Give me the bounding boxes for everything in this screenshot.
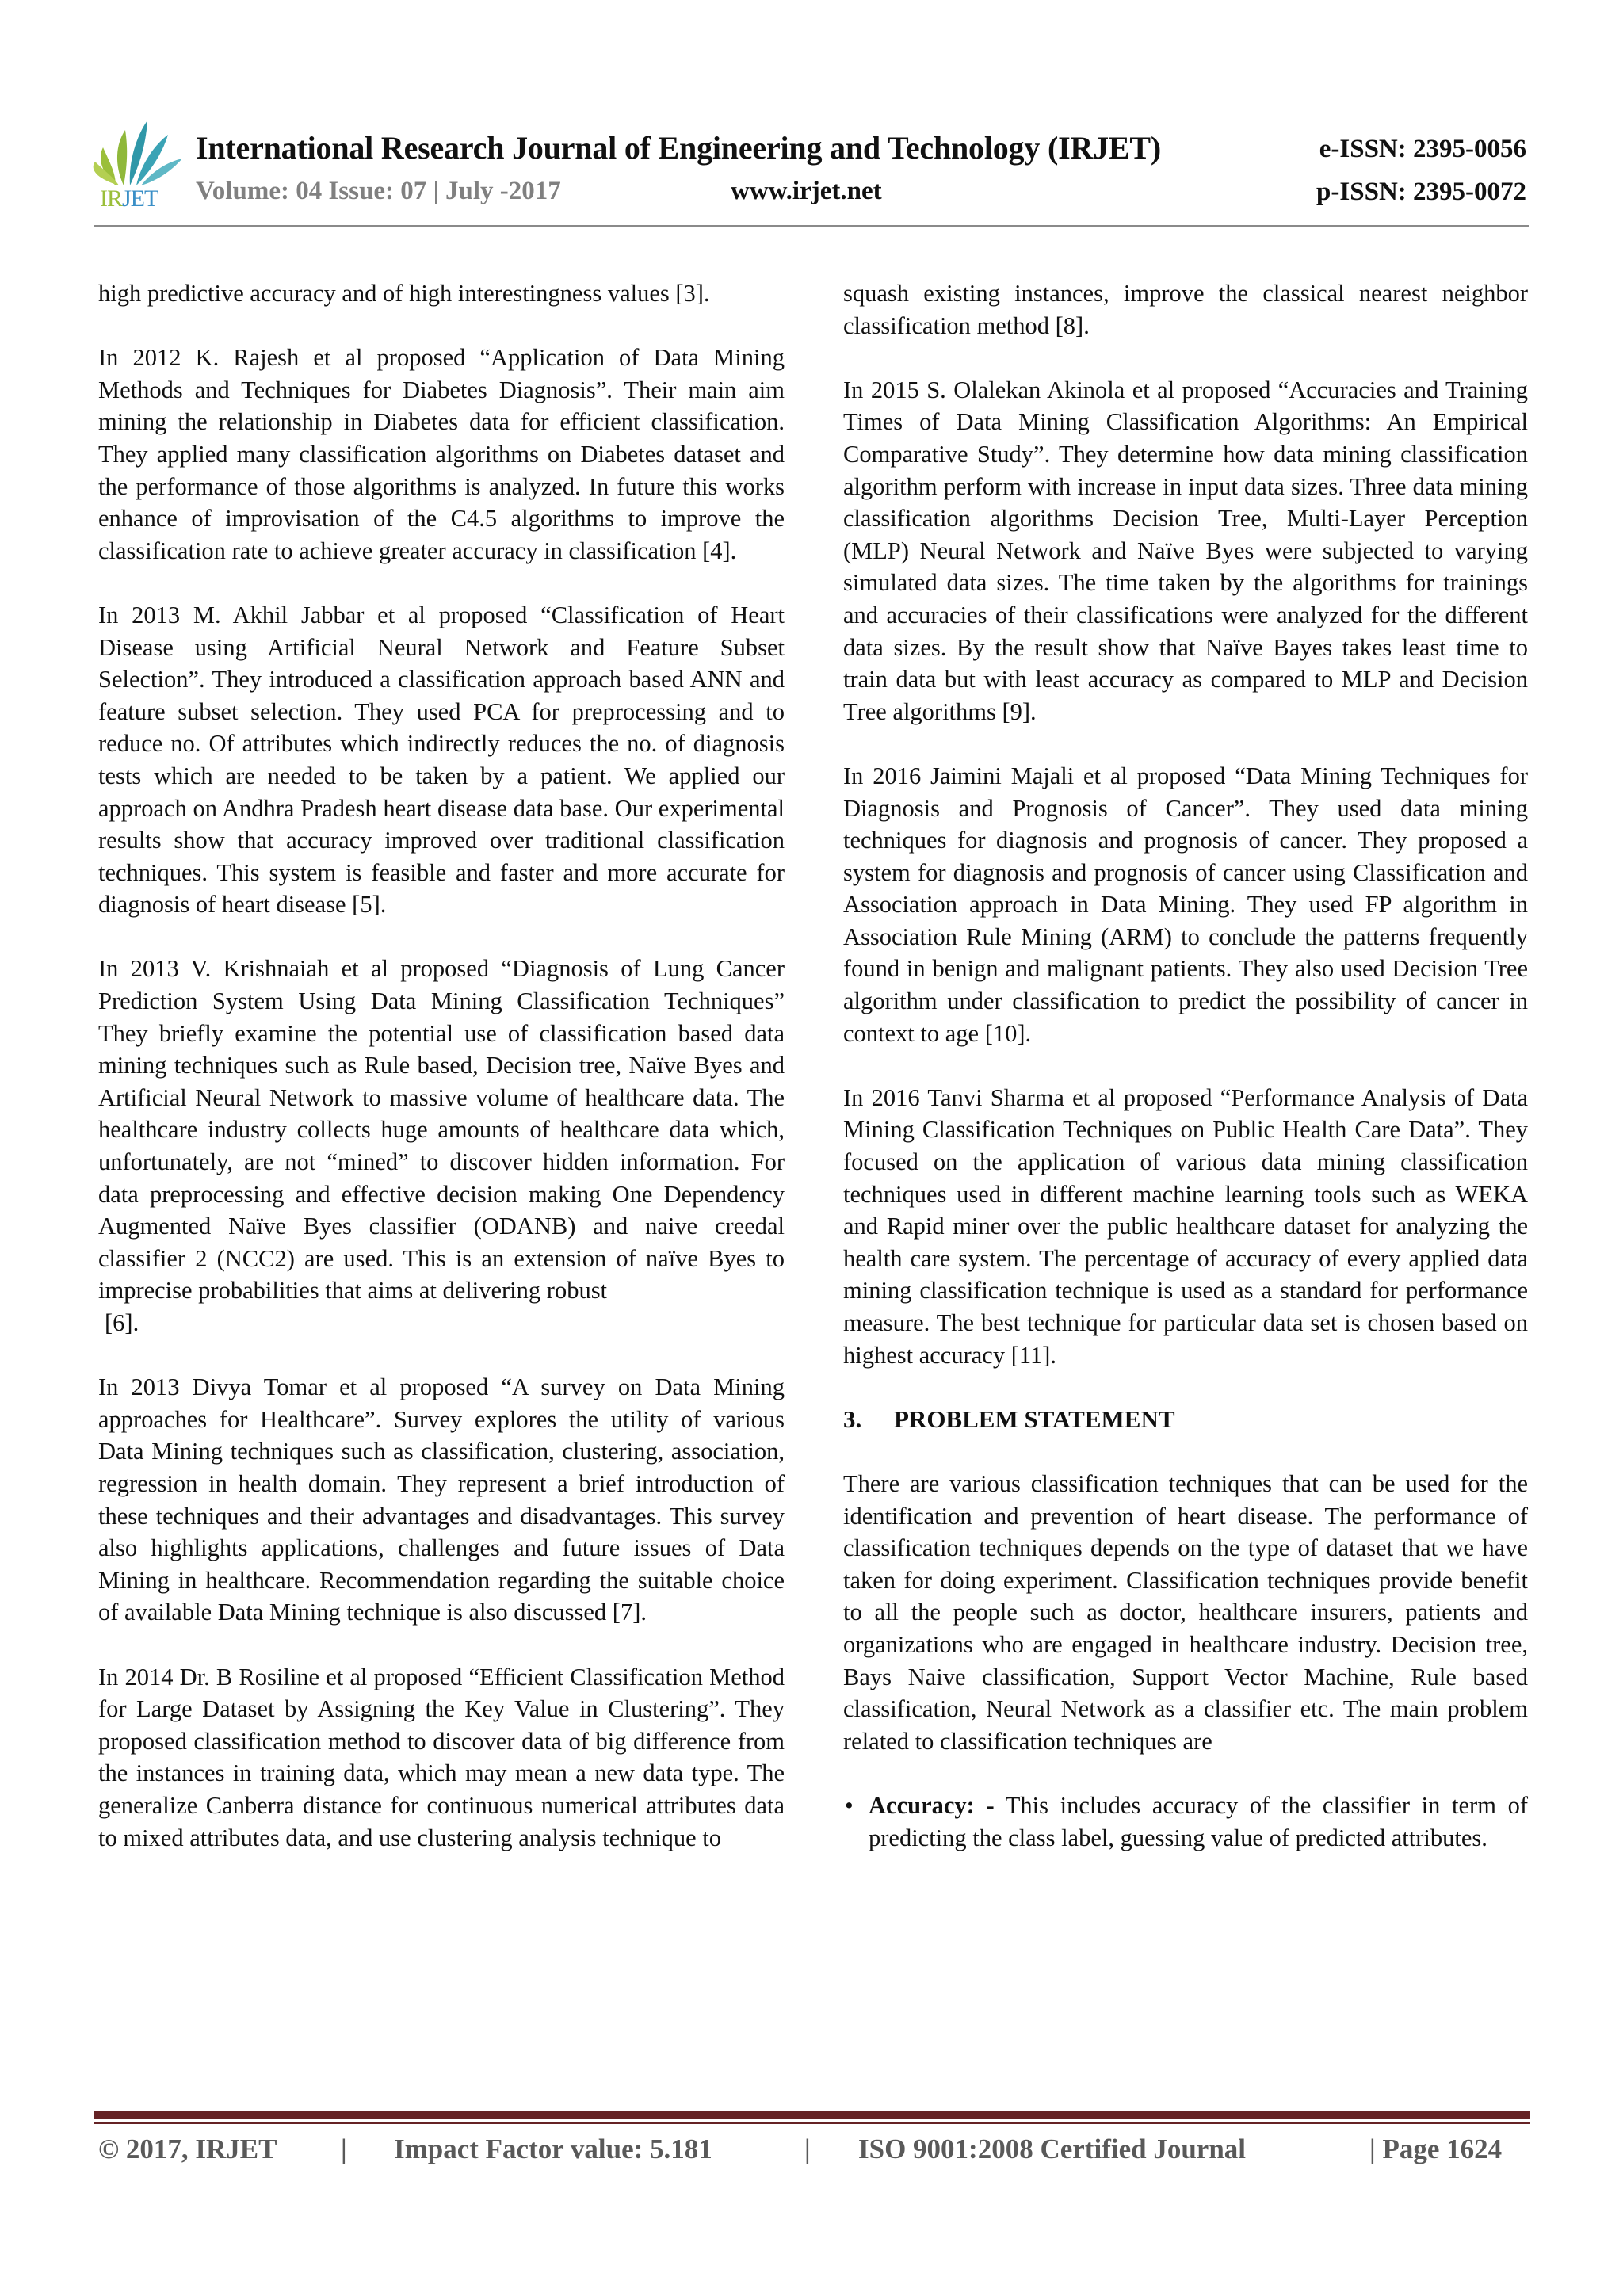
paragraph (98, 953, 785, 1339)
list-item (843, 1790, 1528, 1854)
paragraph: In 2013 Divya Tomar et al proposed “A survey on Data Mining approaches for Healthcare”. Survey explores the utility of various Data Mining techniques such as classification, clustering, association, regression in health domain. They represent a brief introduction of these techniques and their advantages and disadvantages. This survey also highlights applications, challenges and future issues of Data Mining in healthcare. Recommendation regarding the suitable choice of available Data Mining technique is also discussed [7]. (98, 1373, 785, 1626)
paragraph: In 2013 M. Akhil Jabbar et al proposed “Classification of Heart Disease using Artificial Neural Network and Feature Subset Selection”. They introduced a classification approach based ANN and feature subset selection. They used PCA for preprocessing and to reduce no. Of attributes which indirectly reduces the no. of diagnosis tests which are needed to be taken by a patient. We applied our approach on Andhra Pradesh heart disease data base. Our experimental results show that accuracy improved over traditional classification techniques. This system is feasible and faster and more accurate for diagnosis of heart disease [5]. (98, 601, 785, 919)
iso-certification: ISO 9001:2008 Certified Journal (858, 2134, 1247, 2164)
leaf-fan-icon (92, 116, 187, 189)
left-column (98, 277, 785, 1886)
paragraph: In 2015 S. Olalekan Akinola et al proposed “Accuracies and Training Times of Data Mining Classification Algorithms: An Empirical Comparative Study”. They determine how data mining classification algorithm perform with increase in input data sizes. Three data mining classification algorithms Decision Tree, Multi-Layer Perception (MLP) Neural Network and Naïve Byes were subjected to varying simulated data sizes. The time taken by the algorithms for trainings and accuracies of their classifications were analyzed for the different data sizes. By the result show that Naïve Bayes takes least time to train data but with least accuracy as compared to MLP and Decision Tree algorithms [9]. (843, 376, 1528, 725)
bullet-term: Accuracy: - (869, 1791, 995, 1819)
paragraph: In 2016 Jaimini Majali et al proposed “Data Mining Techniques for Diagnosis and Prognosis of Cancer”. They used data mining techniques for diagnosis and prognosis of cancer. They proposed a system for diagnosis and prognosis of cancer using Classification and Association approach in Data Mining. They used FP algorithm in Association Rule Mining (ARM) to conclude the patterns frequently found in benign and malignant patients. They also used Decision Tree algorithm under classification to predict the possibility of cancer in context to age [10]. (843, 762, 1528, 1047)
page-footer (0, 2134, 1623, 2173)
journal-website-link[interactable]: www.irjet.net (731, 177, 882, 205)
copyright: © 2017, IRJET (98, 2134, 277, 2164)
section-number: 3. (843, 1404, 862, 1433)
p-issn: p-ISSN: 2395-0072 (1316, 178, 1526, 206)
paragraph: In 2014 Dr. B Rosiline et al proposed “Efficient Classification Method for Large Dataset by Assigning the Key Value in Clustering”. They proposed classification method to discover data of big difference from the instances in training data, which may mean a new data type. The generalize Canberra distance for continuous numerical attributes data to mixed attributes data, and use clustering analysis technique to (98, 1663, 785, 1851)
logo-wordmark (100, 185, 158, 212)
footer-separator: | (341, 2134, 347, 2164)
paragraph: high predictive accuracy and of high interestingness values [3]. (98, 280, 710, 307)
footer-separator: | (804, 2134, 811, 2164)
paragraph: In 2012 K. Rajesh et al proposed “Application of Data Mining Methods and Techniques for Diabetes Diagnosis”. Their main aim mining the relationship in Diabetes data for efficient classification. They applied many classification algorithms on Diabetes dataset and the performance of those algorithms is analyzed. In future this works enhance of improvisation of the C4.5 algorithms to improve the classification rate to achieve greater accuracy in classification [4]. (98, 344, 785, 564)
footer-divider-thick (94, 2111, 1530, 2119)
logo-text-jet: JET (122, 185, 158, 212)
e-issn: e-ISSN: 2395-0056 (1319, 135, 1526, 163)
bullet-list (843, 1790, 1528, 1854)
page-number: | Page 1624 (1369, 2134, 1503, 2164)
footer-divider-thin (94, 2122, 1530, 2124)
page-header (0, 0, 1623, 238)
logo-text-ir: IR (100, 185, 122, 212)
paragraph-text: In 2013 V. Krishnaiah et al proposed “Diagnosis of Lung Cancer Prediction System Using Data Mining Classification Techniques” They briefly examine the potential use of classification based data mining techniques such as Rule based, Decision tree, Naïve Byes and Artificial Neural Network to massive volume of healthcare data. The healthcare industry collects huge amounts of healthcare data which, unfortunately, are not “mined” to discover hidden information. For data preprocessing and effective decision making One Dependency Augmented Naïve Byes classifier (ODANB) and naive creedal classifier 2 (NCC2) are used. This is an extension of naïve Byes to imprecise probabilities that aims at delivering robust (98, 955, 785, 1305)
paragraph: There are various classification techniques that can be used for the identification and prevention of heart disease. The performance of classification techniques depends on the type of dataset that we have taken for doing experiment. Classification techniques provide benefit to all the people such as doctor, healthcare insurers, patients and organizations who are engaged in healthcare industry. Decision tree, Bays Naive classification, Support Vector Machine, Rule based classification, Neural Network as a classifier etc. The main problem related to classification techniques are (843, 1469, 1528, 1755)
right-column (843, 277, 1528, 1854)
section-title: PROBLEM STATEMENT (894, 1404, 1175, 1433)
citation-ref: [6]. (105, 1309, 139, 1336)
paragraph: squash existing instances, improve the classical nearest neighbor classification method [8]. (843, 280, 1528, 339)
bullet-text: This includes accuracy of the classifier in term of predicting the class label, guessing value of predicted attributes. (869, 1791, 1529, 1851)
section-heading (843, 1404, 1528, 1436)
irjet-logo (92, 116, 187, 212)
impact-factor: Impact Factor value: 5.181 (394, 2134, 712, 2164)
volume-issue: Volume: 04 Issue: 07 | July -2017 (196, 177, 561, 205)
header-divider (94, 225, 1529, 227)
bullet-icon: • (845, 1791, 854, 1819)
journal-title: International Research Journal of Engineering and Technology (IRJET) (196, 130, 1162, 166)
paragraph: In 2016 Tanvi Sharma et al proposed “Performance Analysis of Data Mining Classification Techniques on Public Health Care Data”. They focused on the application of various data mining classification techniques used in different machine learning tools such as WEKA and Rapid miner over the public healthcare dataset for analyzing the health care system. The percentage of accuracy of every applied data mining classification technique is used as a standard for performance measure. The best technique for particular data set is chosen based on highest accuracy [11]. (843, 1083, 1528, 1369)
